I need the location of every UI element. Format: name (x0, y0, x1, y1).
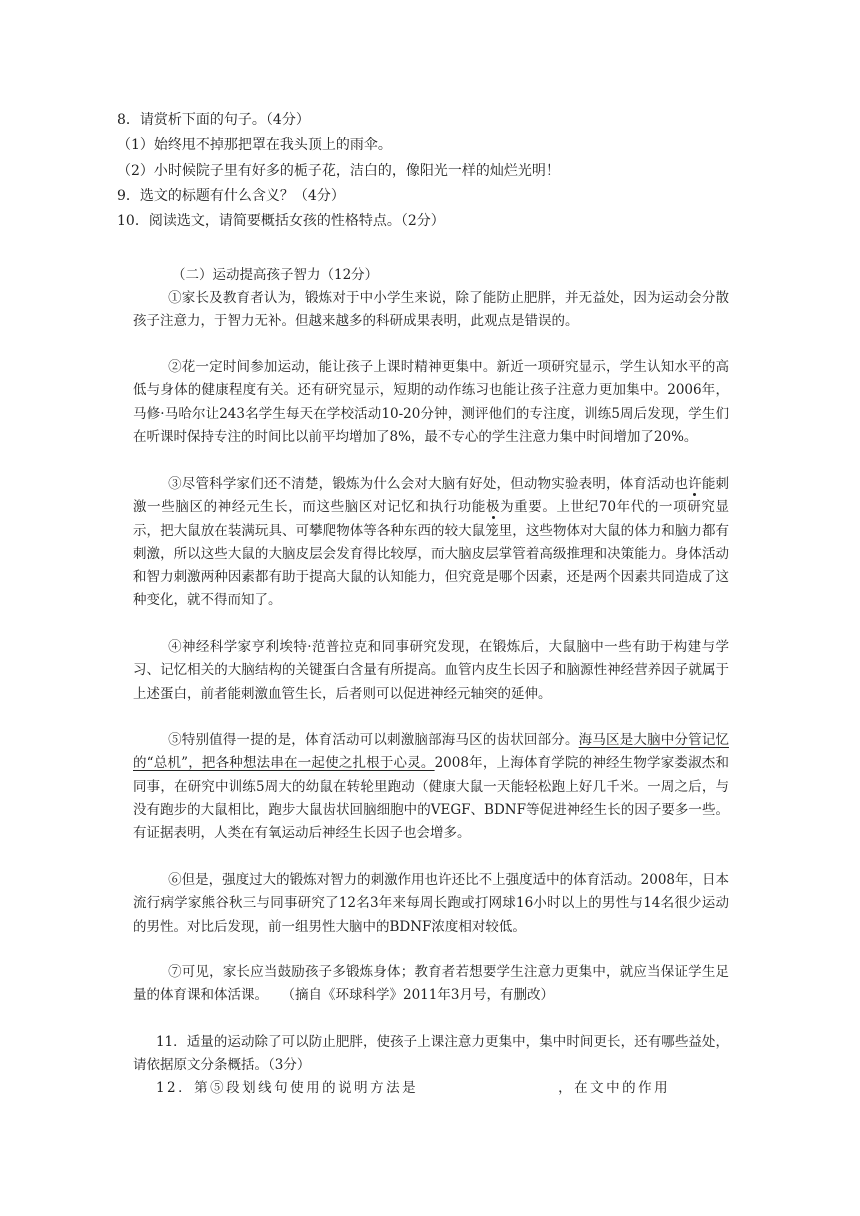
emphasis-dot-char: 许 (688, 476, 702, 492)
question-8-item-1: （1）始终甩不掉那把罩在我头顶上的雨伞。 (117, 137, 392, 153)
paragraph-3-part-c: 为重要。上世纪70年代的一项研究显示，把大鼠放在装满玩具、可攀爬物体等各种东西的较大鼠笼里，这些物体对大鼠的体力和脑力都有刺激，所以这些大鼠的大脑皮层会发育得比较厚，而大脑皮层掌管着高级推理和决策能力。身体活动和智力刺激两种因素都有助于提高大鼠的认知能力，但究竟是哪个因素，还是两个因素共同造成了这种变化，就不得而知了。 (133, 499, 730, 609)
paragraph-1: ①家长及教育者认为，锻炼对于中小学生来说，除了能防止肥胖，并无益处，因为运动会分散孩子注意力，于智力无补。但越来越多的科研成果表明，此观点是错误的。 (133, 290, 729, 330)
question-9: 9．选文的标题有什么含义？（4分） (117, 188, 345, 204)
emphasis-dot-char: 极 (485, 499, 501, 516)
section-title: （二）运动提高孩子智力（12分） (172, 267, 379, 283)
question-11: 11．适量的运动除了可以防止肥胖，使孩子上课注意力更集中，集中时间更长，还有哪些益处，请依据原文分条概括。（3分） (133, 1034, 729, 1074)
paragraph-3 (133, 473, 729, 613)
paragraph-3-part-b: 能刺激一些脑区的神经元生长，而这些脑区对记忆和执行功能 (133, 476, 730, 516)
question-8-item-2: （2）小时候院子里有好多的栀子花，洁白的，像阳光一样的灿烂光明！ (117, 163, 560, 179)
paragraph-6: ⑥但是，强度过大的锻炼对智力的刺激作用也许还比不上强度适中的体育活动。2008年，日本流行病学家熊谷秋三与同事研究了12名3年来每周长跑或打网球16小时以上的男性与14名很少运动的男性。对比后发现，前一组男性大脑中的BDNF浓度相对较低。 (133, 872, 729, 935)
paragraph-5-part-a: ⑤特别值得一提的是，体育活动可以刺激脑部海马区的齿状回部分。 (168, 732, 579, 748)
paragraph-2: ②花一定时间参加运动，能让孩子上课时精神更集中。新近一项研究显示，学生认知水平的高低与身体的健康程度有关。还有研究显示，短期的动作练习也能让孩子注意力更加集中。2006年，马修·马哈尔让243名学生每天在学校活动10-20分钟，测评他们的专注度，训练5周后发现，学生们在听课时保持专注的时间比以前平均增加了8%，最不专心的学生注意力集中时间增加了20%。 (133, 359, 729, 445)
paragraph-7: ⑦可见，家长应当鼓励孩子多锻炼身体；教育者若想要学生注意力更集中，就应当保证学生足量的体育课和体活课。 （摘自《环球科学》2011年3月号，有删改） (133, 964, 729, 1004)
paragraph-3-part-a: ③尽管科学家们还不清楚，锻炼为什么会对大脑有好处，但动物实验表明，体育活动也 (168, 476, 689, 492)
question-10: 10．阅读选文，请简要概括女孩的性格特点。（2分） (117, 213, 445, 229)
question-12-part-a: 12．第⑤段划线句使用的说明方法是 (155, 1080, 419, 1096)
question-12-part-b: ，在文中的作用 (558, 1080, 671, 1096)
question-8: 8．请赏析下面的句子。（4分） (117, 112, 310, 128)
paragraph-5 (133, 729, 729, 845)
paragraph-4: ④神经科学家亨利埃特·范普拉克和同事研究发现，在锻炼后，大鼠脑中一些有助于构建与学习、记忆相关的大脑结构的关键蛋白含量有所提高。血管内皮生长因子和脑源性神经营养因子就属于上述蛋白，前者能刺激血管生长，后者则可以促进神经元轴突的延伸。 (133, 639, 729, 702)
paragraph-5-part-b: 2008年，上海体育学院的神经生物学家娄淑杰和同事，在研究中训练5周大的幼鼠在转轮里跑动（健康大鼠一天能轻松跑上好几千米。一周之后，与没有跑步的大鼠相比，跑步大鼠齿状回脑细胞中的VEGF、BDNF等促进神经生长的因子要多一些。有证据表明，人类在有氧运动后神经生长因子也会增多。 (133, 755, 729, 842)
question-12 (133, 1077, 729, 1100)
underlined-sentence: 海马区是大脑中分管记忆的“总机”，把各种想法串在一起使之扎根于心灵。 (133, 732, 730, 772)
